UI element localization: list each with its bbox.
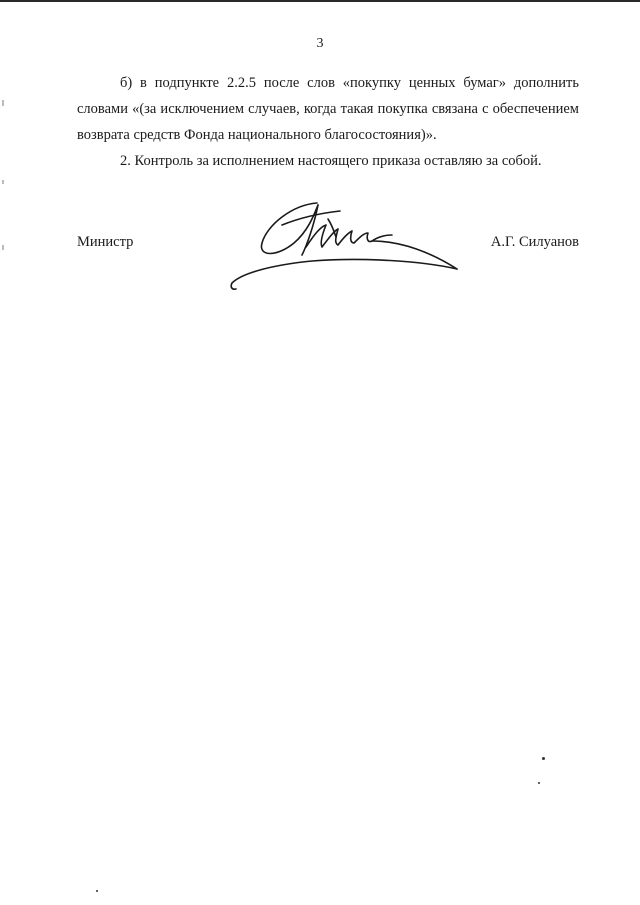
scan-edge <box>0 0 640 2</box>
scan-margin-mark <box>2 180 4 184</box>
signatory-name: А.Г. Силуанов <box>490 234 579 250</box>
page-number: 3 <box>316 36 324 51</box>
scan-speck <box>542 757 545 760</box>
paragraph-amendment: б) в подпункте 2.2.5 после слов «покупку ценных бумаг» дополнить словами «(за исключением случаев, когда такая покупка связана с обеспечением возврата средств Фонда национального благосостояния)». <box>77 75 579 143</box>
scan-speck <box>96 890 98 892</box>
position-title: Министр <box>77 234 134 250</box>
handwritten-signature <box>222 195 467 300</box>
scan-speck <box>538 782 540 784</box>
paragraph-control: 2. Контроль за исполнением настоящего приказа оставляю за собой. <box>120 153 542 169</box>
document-body <box>77 70 579 174</box>
scan-margin-mark <box>2 100 4 106</box>
scan-margin-mark <box>2 245 4 250</box>
